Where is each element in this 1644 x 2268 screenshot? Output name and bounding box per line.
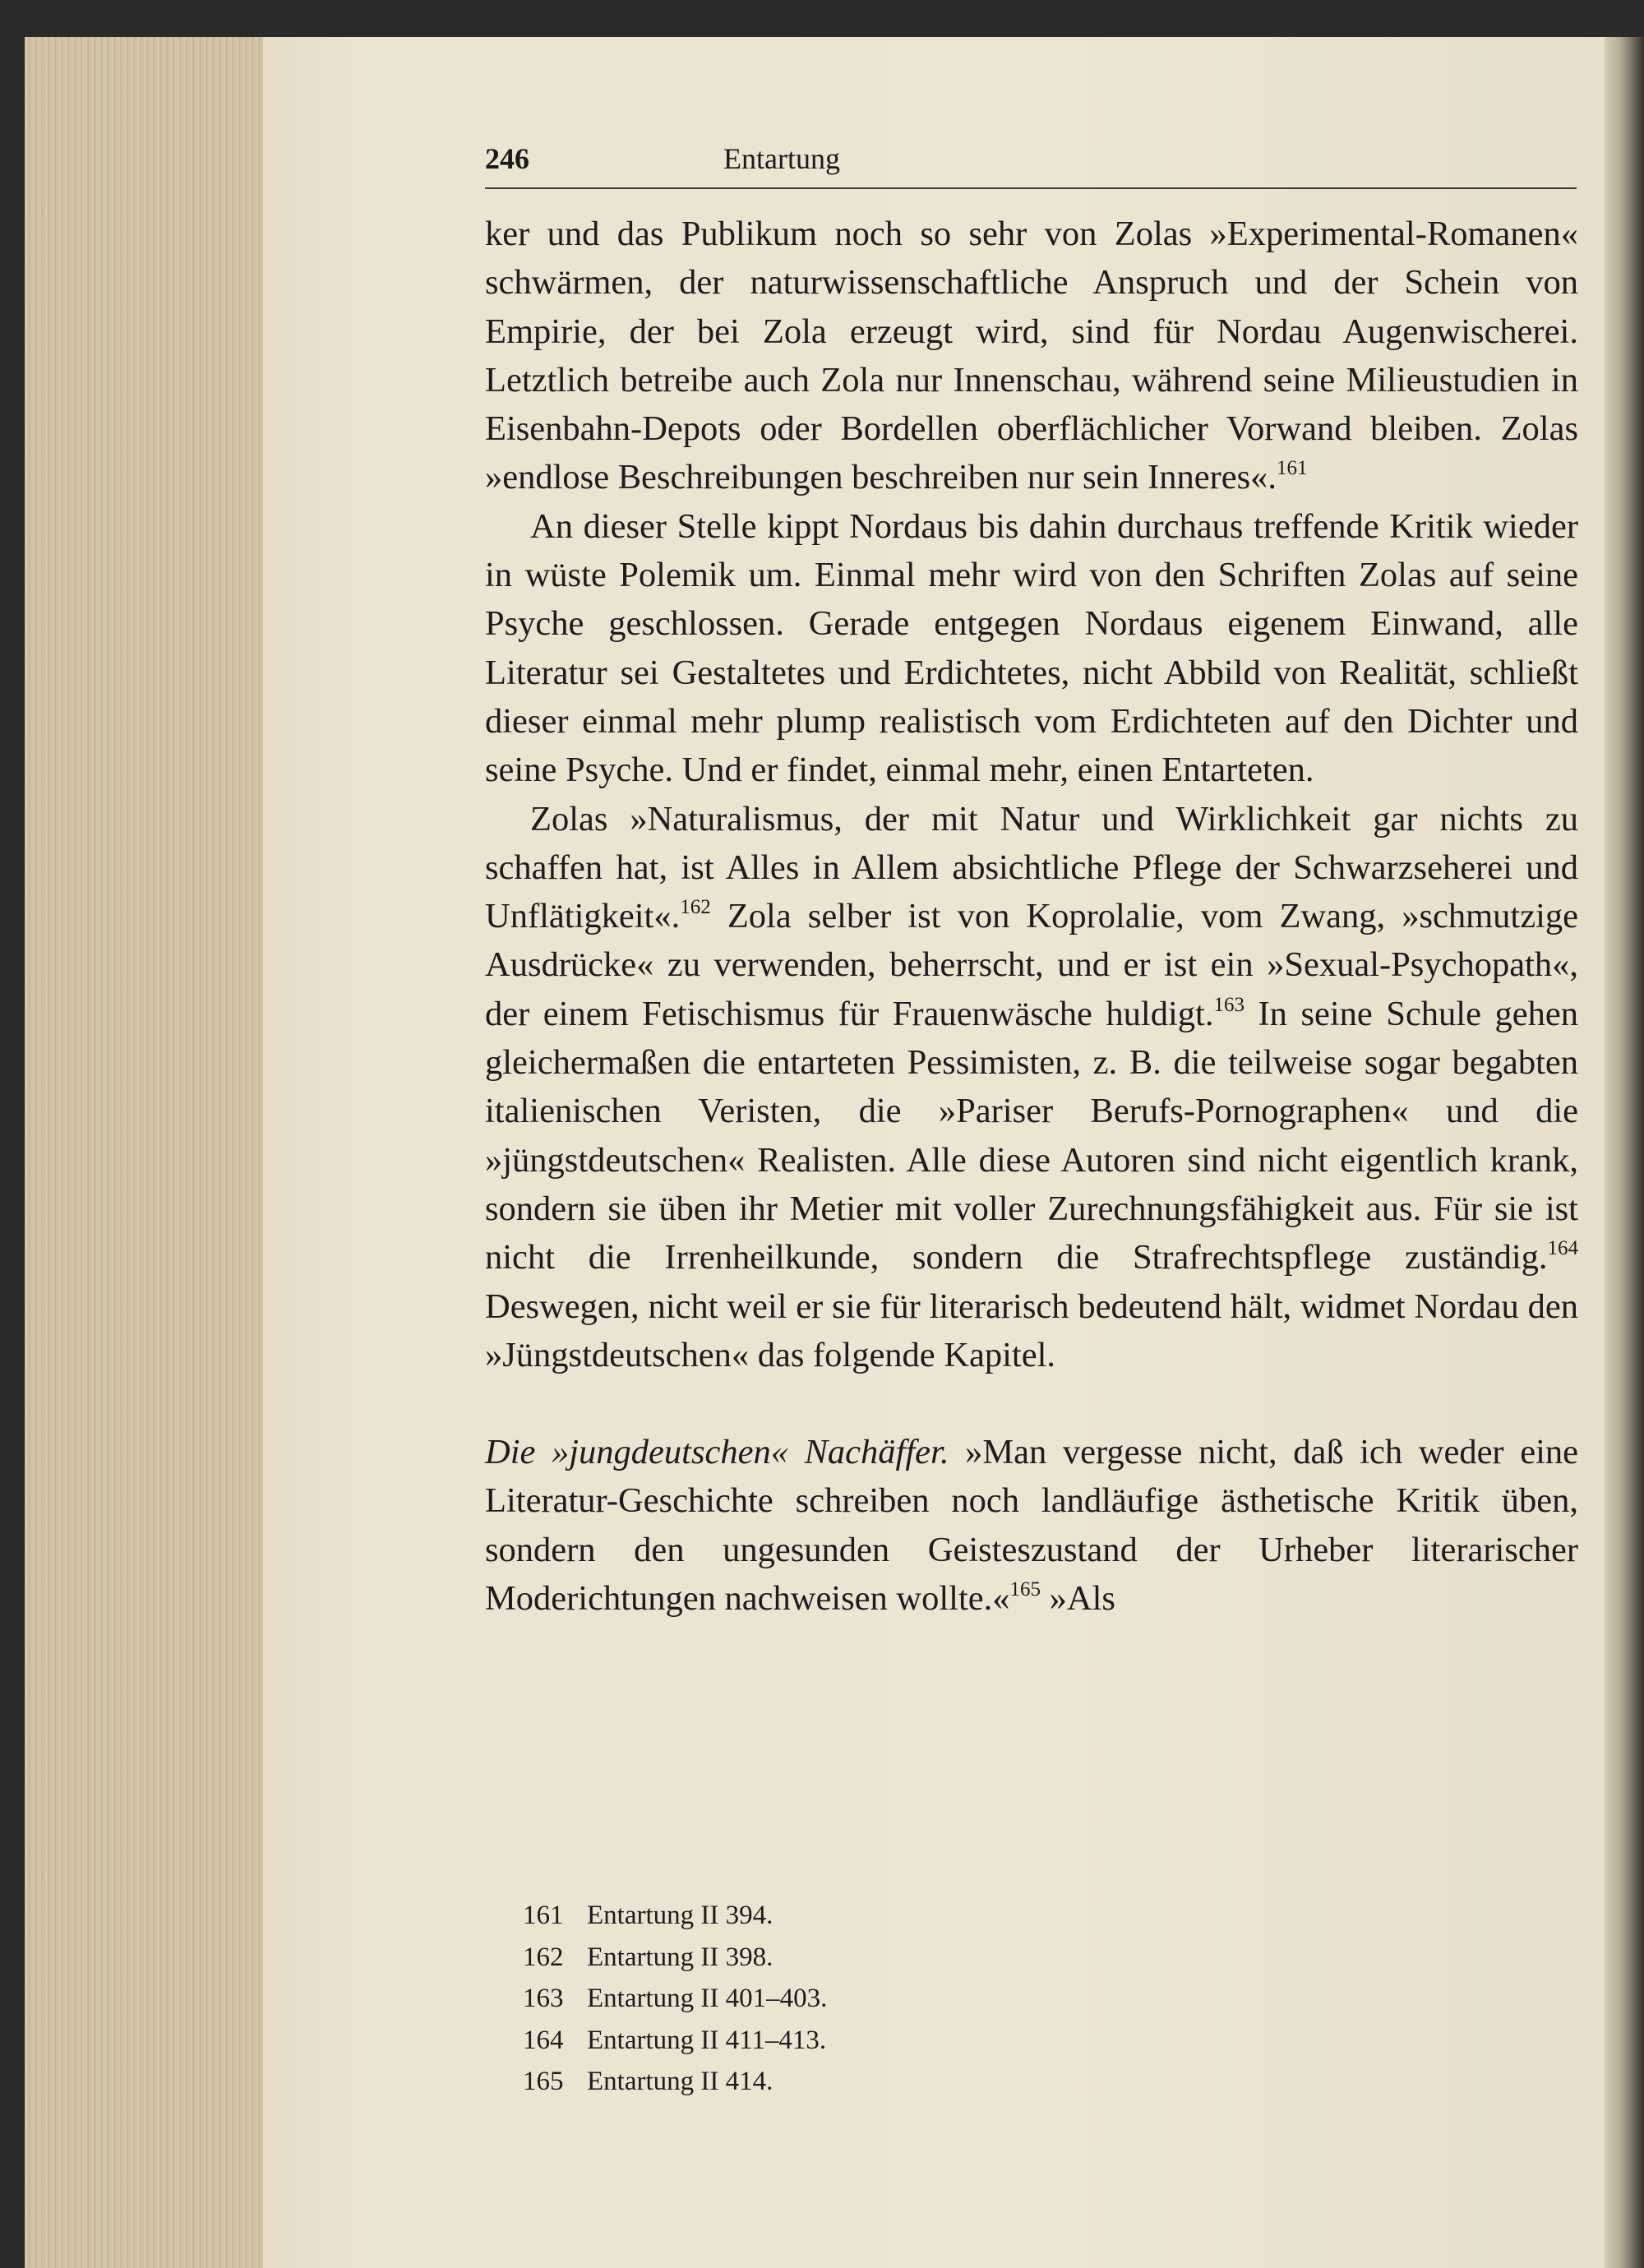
footnote: 162 Entartung II 398. [523, 1942, 774, 1972]
footnote-ref[interactable]: 161 [1277, 457, 1308, 480]
footnote: 165 Entartung II 414. [523, 2067, 774, 2096]
footnote-ref[interactable]: 163 [1213, 993, 1245, 1016]
paragraph: ker und das Publikum noch so sehr von Zolas »Experimental-Romanen« schwärmen, der naturwissenschaftliche Anspruch und der Schein von Empirie, der bei Zola erzeugt wird, sind für Nordau Augenwischerei. Letztlich betreibe auch Zola nur Innenschau, während seine Milieustudien in Eisenbahn-Depots oder Bordellen oberflächlicher Vorwand bleiben. Zolas »endlose Beschreibungen beschreiben nur sein Inneres«.$^{161}$ [485, 215, 1578, 497]
footnote: 161 Entartung II 394. [523, 1901, 774, 1930]
paragraph: Zolas »Naturalismus, der mit Natur und Wirklichkeit gar nichts zu schaffen hat, ist Alles in Allem absichtliche Pflege der Schwarzseherei und Unflätigkeit«.$^{162}$ Zola selber ist von Koprolalie, vom Zwang, »schmutzige Ausdrücke« zu verwenden, beherrscht, und er ist ein »Sexual-Psychopath«, der einem Fetischismus für Frauenwäsche huldigt.$^{163}$ In seine Schule gehen gleichermaßen die entarteten Pessimisten, z. B. die teilweise sogar begabten italienischen Veristen, die »Pariser Berufs-Pornographen« und die »jüngstdeutschen« Realisten. Alle diese Autoren sind nicht eigentlich krank, sondern sie üben ihr Metier mit voller Zurechnungsfähigkeit aus. Für sie ist nicht die Irrenheilkunde, sondern die Strafrechtspflege zuständig.$^{164}$ Deswegen, nicht weil er sie für literarisch bedeutend hält, widmet Nordau den »Jüngstdeutschen« das folgende Kapitel. [485, 799, 1578, 1374]
section-paragraph: Die »jungdeutschen« Nachäffer. »Man vergesse nicht, daß ich weder eine Literatur-Geschichte schreiben noch landläufige ästhetische Kritik üben, sondern den ungesunden Geisteszustand der Urheber literarischer Moderichtungen nachweisen wollte.«$^{165}$ »Als [485, 1433, 1578, 1619]
paragraph: An dieser Stelle kippt Nordaus bis dahin durchaus treffende Kritik wieder in wüste Polemik um. Einmal mehr wird von den Schriften Zolas auf seine Psyche geschlossen. Gerade entgegen Nordaus eigenem Einwand, alle Literatur sei Gestaltetes und Erdichtetes, nicht Abbild von Realität, schließt dieser einmal mehr plump realistisch vom Erdichteten auf den Dichter und seine Psyche. Und er findet, einmal mehr, einen Entarteten. [485, 506, 1578, 790]
section-heading: Die »jungdeutschen« Nachäffer. [485, 1433, 949, 1472]
body-text [485, 210, 1578, 1623]
page-stack-edge [25, 37, 265, 2268]
footnote: 163 Entartung II 401–403. [523, 1984, 828, 2013]
running-header [485, 138, 1577, 189]
book-gutter [1605, 37, 1644, 2268]
page-number: 246 [485, 142, 529, 175]
running-title: Entartung [723, 142, 840, 175]
footnote: 164 Entartung II 411–413. [523, 2025, 827, 2055]
footnote-ref[interactable]: 162 [680, 896, 711, 919]
footnotes [523, 1895, 1263, 2103]
footnote-ref[interactable]: 165 [1009, 1578, 1041, 1601]
footnote-ref[interactable]: 164 [1547, 1237, 1578, 1260]
